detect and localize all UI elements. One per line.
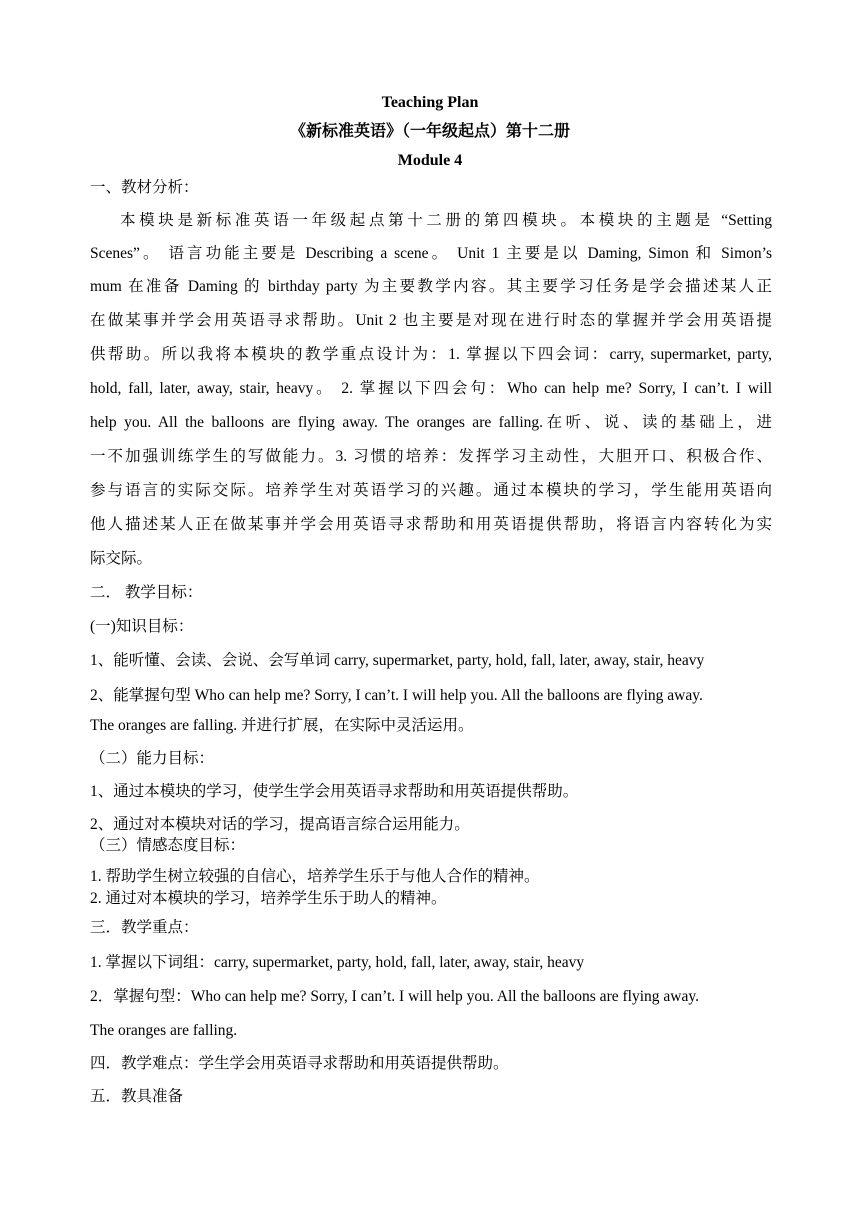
paragraph-line: 供帮助。所以我将本模块的教学重点设计为：1. 掌握以下四会词：carry, supermarket, party, [90, 346, 772, 363]
paragraph-line: 参与语言的实际交际。培养学生对英语学习的兴趣。通过本模块的学习，学生能用英语向 [90, 482, 772, 499]
section-heading-4: 四．教学难点：学生学会用英语寻求帮助和用英语提供帮助。 [90, 1055, 509, 1072]
knowledge-item-2-cont: The oranges are falling. 并进行扩展，在实际中灵活运用。 [90, 717, 474, 734]
ability-item-2: 2、通过对本模块对话的学习，提高语言综合运用能力。 [90, 816, 470, 833]
paragraph-line: Scenes”。 语言功能主要是 Describing a scene。 Unit 1 主要是以 Daming, Simon 和 Simon’s [90, 245, 772, 262]
subheading-emotion: （三）情感态度目标： [90, 837, 246, 854]
section-heading-2: 二． 教学目标： [90, 584, 203, 601]
paragraph-line: 在做某事并学会用英语寻求帮助。Unit 2 也主要是对现在进行时态的掌握并学会用英语提 [90, 312, 772, 329]
paragraph-line: hold, fall, later, away, stair, heavy。 2. 掌握以下四会句：Who can help me? Sorry, I can’t. I will [90, 380, 772, 397]
knowledge-item-1: 1、能听懂、会读、会说、会写单词 carry, supermarket, party, hold, fall, later, away, stair, heavy [90, 652, 705, 669]
paragraph-line: 本模块是新标准英语一年级起点第十二册的第四模块。本模块的主题是 “Setting [120, 212, 772, 229]
doc-subtitle: 《新标准英语》（一年级起点）第十二册 [289, 123, 570, 140]
section-heading-3: 三．教学重点： [90, 919, 199, 936]
ability-item-1: 1、通过本模块的学习，使学生学会用英语寻求帮助和用英语提供帮助。 [90, 783, 579, 800]
section-heading-5: 五．教具准备 [90, 1088, 184, 1105]
key-point-1: 1. 掌握以下词组：carry, supermarket, party, hold, fall, later, away, stair, heavy [90, 954, 585, 971]
emotion-item-2: 2. 通过对本模块的学习，培养学生乐于助人的精神。 [90, 890, 447, 907]
paragraph-line: 他人描述某人正在做某事并学会用英语寻求帮助和用英语提供帮助，将语言内容转化为实 [90, 516, 772, 533]
paragraph-line: help you. All the balloons are flying away. The oranges are falling.在听、说、读的基础上，进 [90, 414, 772, 431]
paragraph-line: mum 在准备 Daming 的 birthday party 为主要教学内容。其主要学习任务是学会描述某人正 [90, 278, 772, 295]
paragraph-line: 一不加强训练学生的写做能力。3. 习惯的培养：发挥学习主动性，大胆开口、积极合作、 [90, 448, 772, 465]
key-point-2-cont: The oranges are falling. [90, 1022, 238, 1039]
doc-title: Teaching Plan [381, 94, 479, 111]
paragraph-line: 际交际。 [90, 550, 153, 567]
key-point-2: 2．掌握句型：Who can help me? Sorry, I can’t. I will help you. All the balloons are flying away. [90, 988, 699, 1005]
section-heading-1: 一、教材分析： [90, 179, 199, 196]
knowledge-item-2: 2、能掌握句型 Who can help me? Sorry, I can’t. I will help you. All the balloons are flying away. [90, 687, 703, 704]
subheading-knowledge: (一)知识目标： [90, 618, 194, 635]
module-title: Module 4 [397, 152, 463, 169]
subheading-ability: （二）能力目标： [90, 750, 215, 767]
emotion-item-1: 1. 帮助学生树立较强的自信心，培养学生乐于与他人合作的精神。 [90, 868, 540, 885]
